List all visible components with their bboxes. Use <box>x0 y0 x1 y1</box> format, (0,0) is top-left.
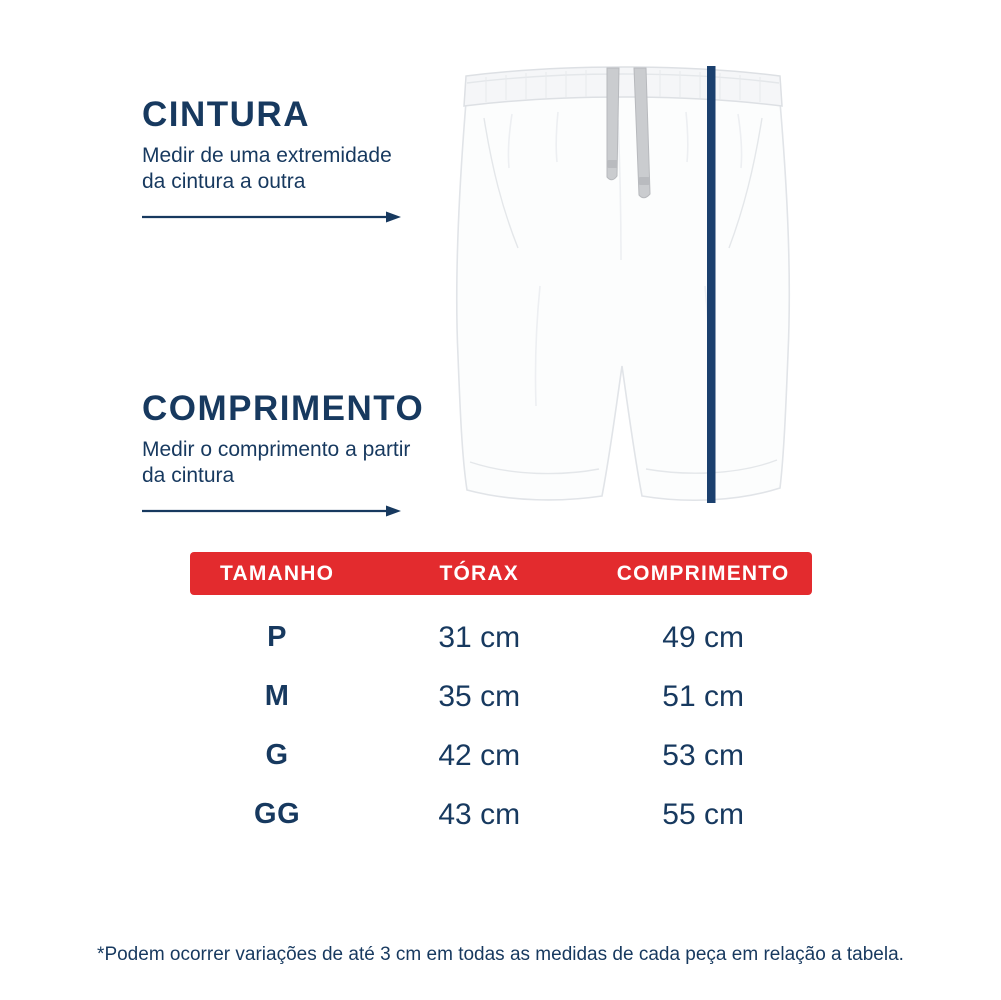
comprimento-title: COMPRIMENTO <box>142 389 425 428</box>
torax-value: 43 cm <box>438 797 521 831</box>
comprimento-value: 55 cm <box>662 797 744 831</box>
comprimento-guide <box>142 390 462 517</box>
torax-value: 42 cm <box>438 738 521 772</box>
comprimento-value: 53 cm <box>662 738 744 772</box>
table-row <box>190 667 812 726</box>
cintura-description <box>142 143 462 195</box>
torax-value: 35 cm <box>438 679 521 713</box>
table-row <box>190 608 812 667</box>
right-arrow-icon <box>142 503 402 517</box>
table-body <box>190 608 812 844</box>
cintura-desc-line2: da cintura a outra <box>142 169 306 193</box>
size-label: P <box>267 621 287 653</box>
table-row <box>190 726 812 785</box>
col-header-tamanho: TAMANHO <box>219 561 335 585</box>
comprimento-desc-line2: da cintura <box>142 463 235 487</box>
size-label: M <box>264 680 290 712</box>
size-label: G <box>265 739 289 771</box>
table-header <box>190 552 812 595</box>
cintura-desc-line1: Medir de uma extremidade <box>142 143 392 167</box>
size-label: GG <box>254 798 301 830</box>
comprimento-description <box>142 437 462 489</box>
comprimento-desc-line1: Medir o comprimento a partir <box>142 437 411 461</box>
comprimento-value: 49 cm <box>662 620 744 654</box>
measurement-line <box>707 66 716 503</box>
col-header-comprimento: COMPRIMENTO <box>616 561 790 585</box>
variation-footnote: *Podem ocorrer variações de até 3 cm em todas as medidas de cada peça em relação a tabela. <box>97 944 904 965</box>
torax-value: 31 cm <box>438 620 521 654</box>
col-header-torax: TÓRAX <box>439 561 519 585</box>
shorts-image <box>450 56 795 508</box>
right-arrow-icon <box>142 209 402 223</box>
cintura-title: CINTURA <box>142 95 310 134</box>
shorts-illustration <box>450 56 795 508</box>
comprimento-value: 51 cm <box>662 679 744 713</box>
size-table <box>190 552 812 844</box>
table-row <box>190 785 812 844</box>
cintura-guide <box>142 96 462 223</box>
